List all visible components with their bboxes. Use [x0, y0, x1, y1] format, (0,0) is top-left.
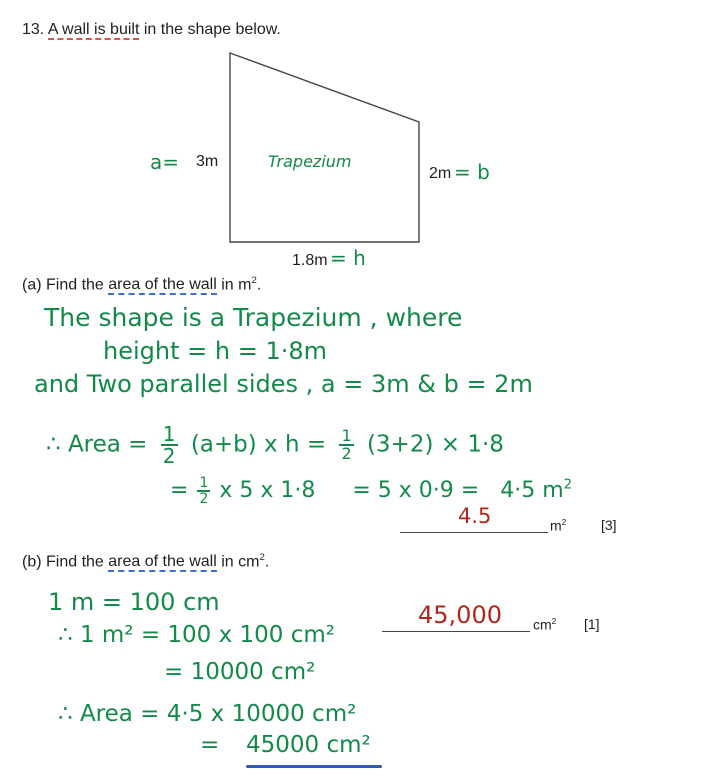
right-side-length: 2m [429, 165, 452, 182]
part-a-label: (a) [22, 276, 42, 294]
part-b-prompt-underlined: area of the wall [108, 553, 217, 571]
shape-label: Trapezium [268, 152, 352, 171]
part-a-unit-sup: 2 [561, 517, 567, 527]
part-b-prompt [22, 552, 269, 571]
part-b-work-line-5: 45000 cm² [246, 732, 371, 758]
part-b-marks: [1] [584, 616, 600, 632]
fraction-den: 2 [162, 444, 176, 468]
part-b-work-line-5-lead: = [200, 732, 220, 758]
fraction-num-3: 1 [199, 475, 209, 491]
part-a-work-line-1: The shape is a Trapezium , where [44, 303, 463, 332]
fraction-half-3 [197, 476, 210, 506]
part-b-unit [533, 616, 556, 633]
part-a-area-formula: (a+b) x h = [190, 431, 327, 458]
fraction-den-2: 2 [341, 444, 352, 463]
part-a-work-line-3: and Two parallel sides , a = 3m & b = 2m [34, 370, 533, 398]
fraction-num: 1 [162, 422, 176, 446]
part-a-prompt-post: in m [216, 276, 252, 294]
part-b-prompt-pre: Find the [46, 553, 109, 571]
left-side-length: 3m [196, 153, 219, 170]
part-a-unit-text: m [550, 517, 562, 534]
part-a-prompt [22, 275, 261, 294]
fraction-den-3: 2 [199, 491, 209, 507]
part-a-line5-simplify: = 5 x 0·9 = [352, 478, 480, 503]
final-answer-underline [246, 765, 382, 768]
trapezium-shape [230, 53, 419, 242]
question-number: 13. [22, 21, 45, 38]
part-b-work-line-3: = 10000 cm² [164, 659, 316, 685]
part-b-answer-line [382, 631, 530, 632]
part-a-unit [550, 517, 566, 534]
bottom-side-annotation: = h [330, 246, 366, 270]
part-a-answer-line [400, 532, 548, 533]
part-b-answer: 45,000 [418, 601, 502, 629]
part-a-line5-sup: 2 [563, 477, 573, 493]
question-stem [22, 21, 281, 39]
part-b-work-line-1: 1 m = 100 cm [48, 588, 220, 616]
part-a-prompt-end: . [256, 276, 262, 294]
fraction-half [161, 424, 178, 466]
left-side-annotation: a= [150, 150, 180, 174]
part-b-work-line-2: ∴ 1 m² = 100 x 100 cm² [58, 622, 336, 648]
part-a-line5-lead: = [170, 478, 189, 503]
part-a-prompt-underlined: area of the wall [108, 276, 217, 294]
part-b-prompt-end: . [264, 553, 270, 571]
part-a-line5-result: 4·5 m [500, 478, 564, 503]
part-b-unit-text: cm [533, 616, 552, 633]
part-a-work-line-4 [46, 424, 504, 466]
part-a-work-line-2: height = h = 1·8m [103, 337, 327, 365]
part-a-prompt-sup: 2 [251, 275, 257, 286]
part-b-unit-sup: 2 [551, 616, 557, 626]
right-side-annotation: = b [454, 160, 490, 184]
part-b-prompt-post: in cm [216, 553, 260, 571]
part-a-line5-product: x 5 x 1·8 [219, 478, 316, 503]
part-a-answer: 4.5 [458, 504, 492, 528]
question-stem-rest: in the shape below. [139, 21, 281, 38]
part-a-area-substitution: (3+2) × 1·8 [366, 431, 504, 458]
part-b-prompt-sup: 2 [259, 552, 265, 563]
part-a-marks: [3] [601, 517, 617, 533]
part-a-area-lead: ∴ Area = [46, 431, 148, 458]
part-b-label: (b) [22, 553, 42, 571]
part-a-work-line-5 [170, 476, 572, 506]
part-b-work-line-4: ∴ Area = 4·5 x 10000 cm² [58, 701, 357, 727]
question-stem-underlined: A wall is built [47, 21, 140, 38]
fraction-half-2 [339, 428, 353, 462]
fraction-num-2: 1 [341, 426, 352, 445]
part-a-prompt-pre: Find the [46, 276, 109, 294]
bottom-side-length: 1.8m [292, 252, 328, 269]
